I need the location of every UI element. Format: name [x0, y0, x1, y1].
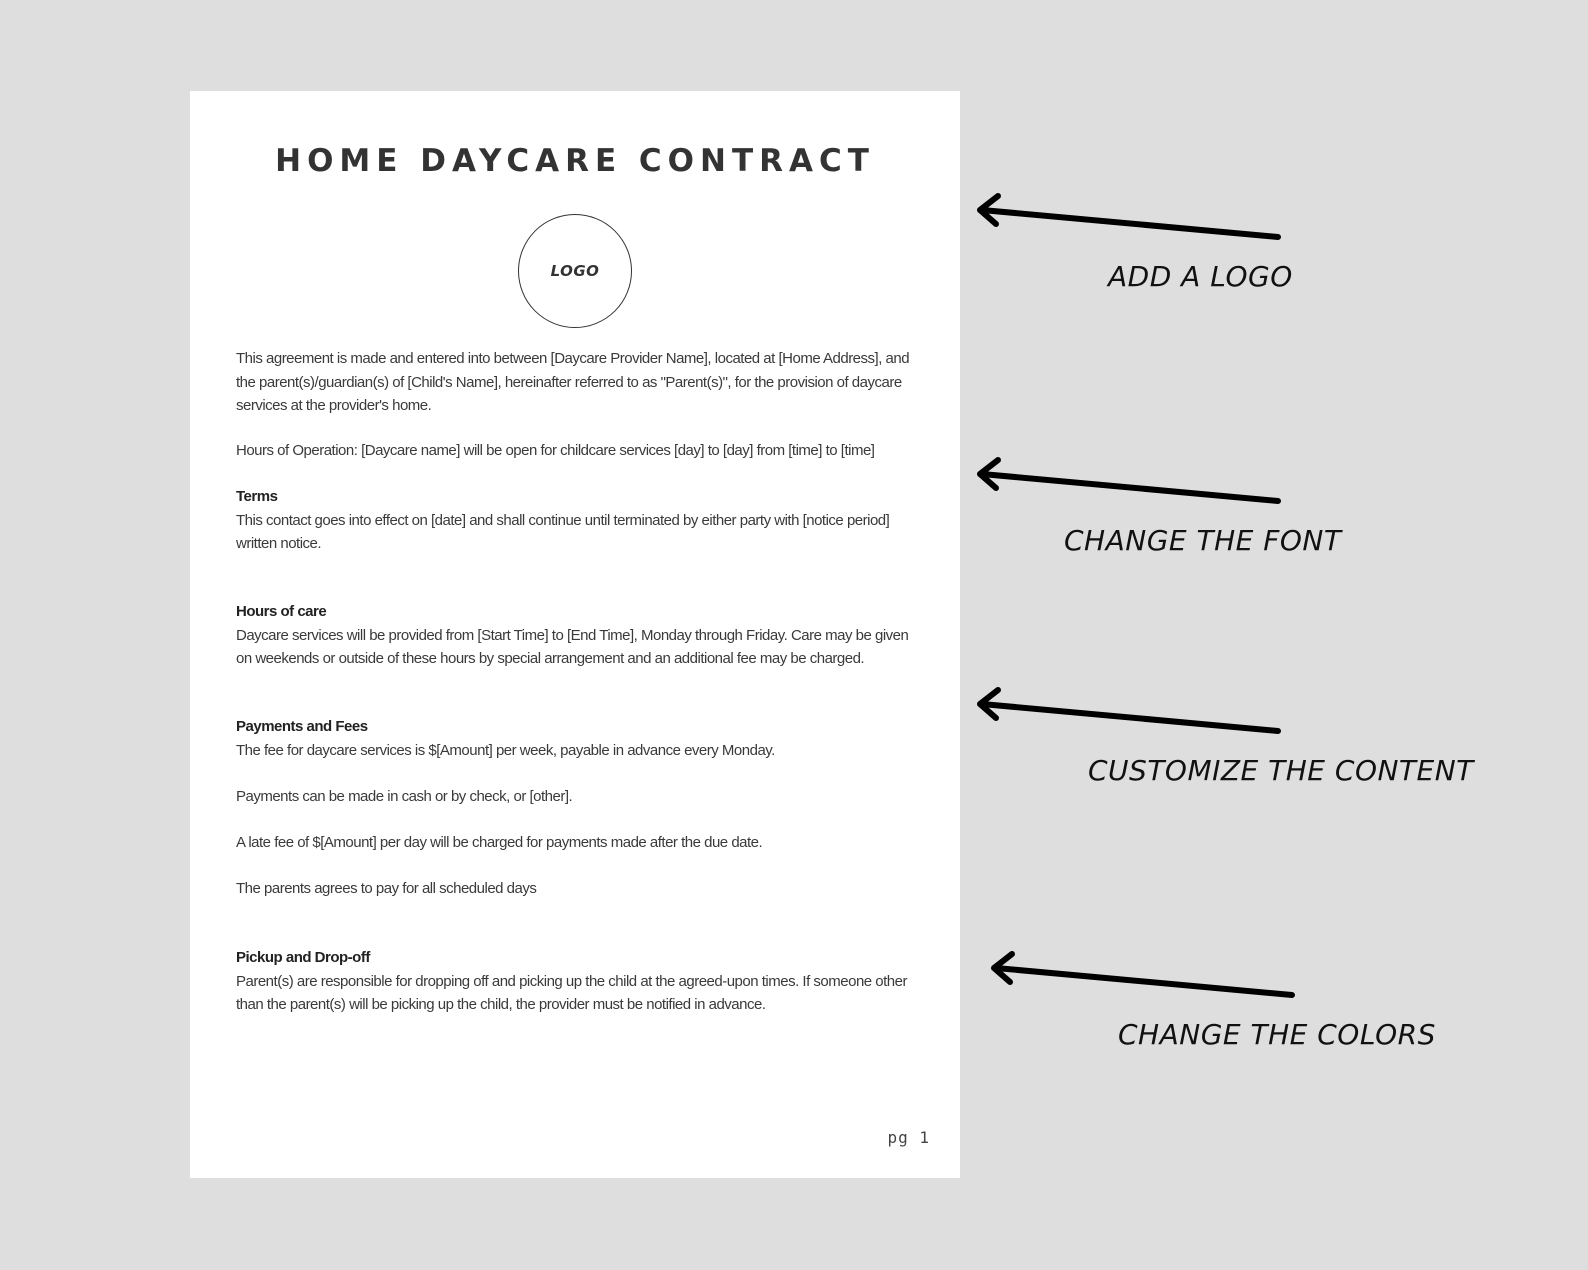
annotation-add-logo: ADD A LOGO — [1108, 260, 1293, 293]
payments-line-4: The parents agrees to pay for all scheduled days — [236, 880, 537, 897]
logo-label: LOGO — [550, 262, 600, 280]
arrow-font-icon — [980, 460, 1278, 501]
payments-line-3: A late fee of $[Amount] per day will be charged for payments made after the due date. — [236, 834, 763, 851]
page-number: pg 1 — [887, 1128, 930, 1147]
hours-of-care-heading: Hours of care — [236, 603, 327, 620]
document-title: HOME DAYCARE CONTRACT — [275, 143, 875, 179]
payments-heading: Payments and Fees — [236, 718, 368, 735]
annotation-change-font: CHANGE THE FONT — [1064, 524, 1342, 557]
pickup-body: Parent(s) are responsible for dropping off and picking up the child at the agreed-upon times. If someone other than the parent(s) will be picking up the child, the provider must be notified in advance. — [236, 972, 907, 1013]
terms-heading: Terms — [236, 488, 278, 505]
arrow-colors-icon — [994, 954, 1292, 995]
hours-of-operation: Hours of Operation: [Daycare name] will be open for childcare services [day] to [day] from [time] to [time] — [236, 442, 875, 459]
annotation-change-colors: CHANGE THE COLORS — [1118, 1018, 1436, 1051]
pickup-heading: Pickup and Drop-off — [236, 949, 370, 966]
arrow-content-icon — [980, 690, 1278, 731]
intro-paragraph: This agreement is made and entered into between [Daycare Provider Name], located at [Home Address], and the parent(s)/guardian(s) of [Child's Name], hereinafter referred to as "Parent(s)", for the provision of daycare services at the provider's home. — [236, 350, 910, 414]
terms-body: This contact goes into effect on [date] and shall continue until terminated by either party with [notice period] written notice. — [236, 511, 890, 552]
payments-line-2: Payments can be made in cash or by check, or [other]. — [236, 788, 573, 805]
hours-of-care-body: Daycare services will be provided from [Start Time] to [End Time], Monday through Friday. Care may be given on weekends or outside of these hours by special arrangement and an additional fee may be charged. — [236, 626, 909, 667]
annotation-customize-content: CUSTOMIZE THE CONTENT — [1088, 754, 1474, 787]
payments-line-1: The fee for daycare services is $[Amount] per week, payable in advance every Monday. — [236, 741, 775, 759]
arrow-logo-icon — [980, 196, 1278, 237]
